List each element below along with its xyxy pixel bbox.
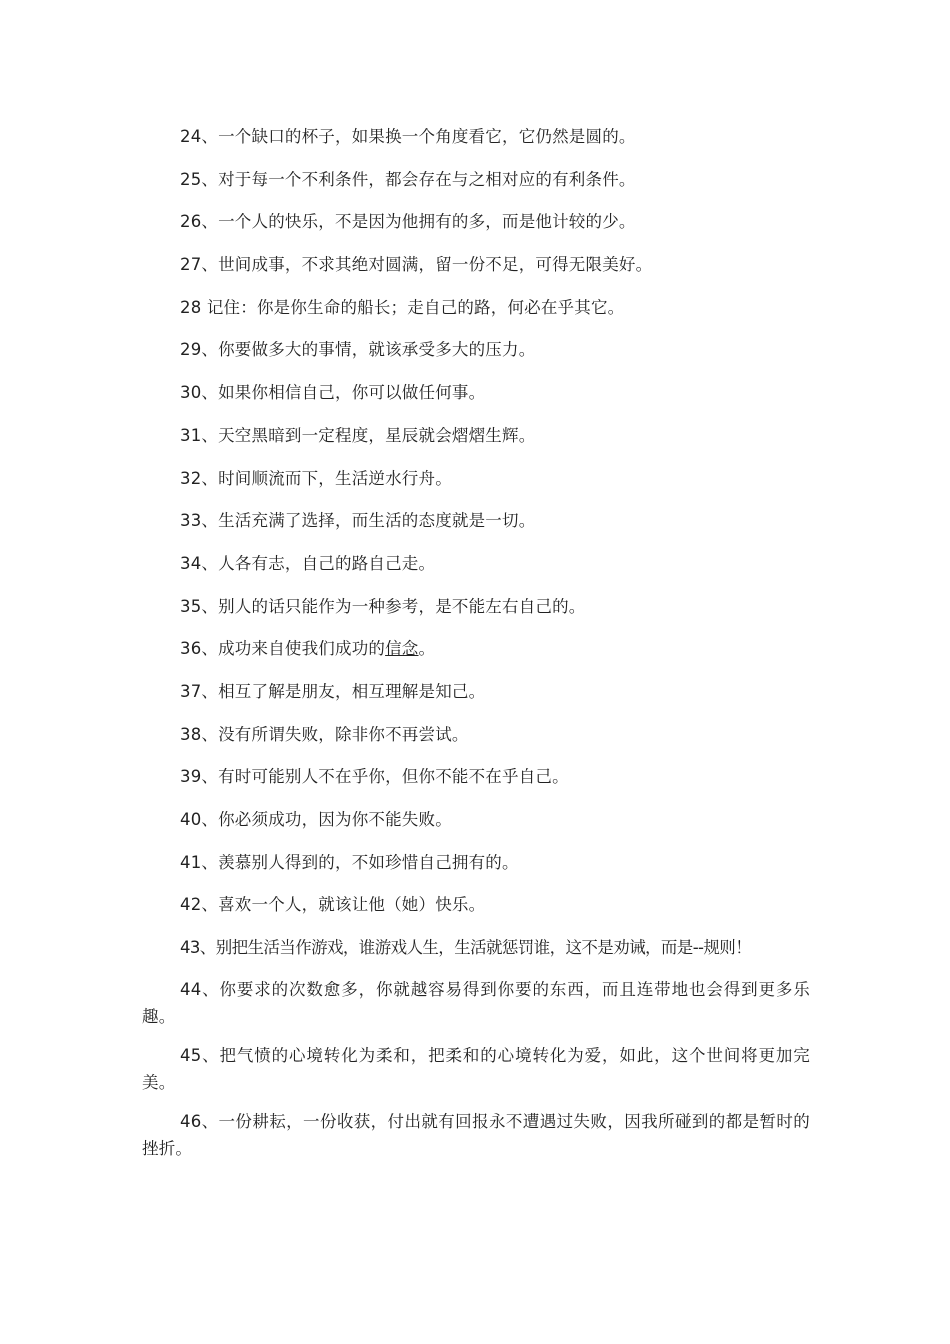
quote-43: 43、别把生活当作游戏，谁游戏人生，生活就惩罚谁，这不是劝诫，而是--规则！ — [180, 938, 752, 958]
quote-25: 25、对于每一个不利条件，都会存在与之相对应的有利条件。 — [180, 169, 636, 189]
quote-39: 39、有时可能别人不在乎你，但你不能不在乎自己。 — [180, 767, 569, 787]
quote-41: 41、羡慕别人得到的，不如珍惜自己拥有的。 — [180, 852, 519, 872]
quote-44: 44、你要求的次数愈多，你就越容易得到你要的东西，而且连带地也会得到更多乐趣。 — [142, 979, 810, 1026]
quote-42: 42、喜欢一个人，就该让他（她）快乐。 — [180, 895, 486, 915]
belief-link[interactable]: 信念 — [385, 639, 419, 659]
quote-34: 34、人各有志，自己的路自己走。 — [180, 553, 436, 573]
quote-30: 30、如果你相信自己，你可以做任何事。 — [180, 383, 486, 403]
quote-45: 45、把气愤的心境转化为柔和，把柔和的心境转化为爱，如此，这个世间将更加完美。 — [142, 1045, 810, 1092]
quote-26: 26、一个人的快乐，不是因为他拥有的多，而是他计较的少。 — [180, 212, 636, 232]
quote-35: 35、别人的话只能作为一种参考，是不能左右自己的。 — [180, 596, 586, 616]
quote-36-end: 。 — [418, 639, 436, 659]
quote-28: 28 记住：你是你生命的船长；走自己的路，何必在乎其它。 — [180, 297, 625, 317]
quote-list — [142, 122, 810, 1174]
quote-31: 31、天空黑暗到一定程度，星辰就会熠熠生辉。 — [180, 425, 536, 445]
quote-33: 33、生活充满了选择，而生活的态度就是一切。 — [180, 511, 536, 531]
quote-40: 40、你必须成功，因为你不能失败。 — [180, 810, 452, 829]
quote-27: 27、世间成事，不求其绝对圆满，留一份不足，可得无限美好。 — [180, 255, 653, 275]
quote-24: 24、一个缺口的杯子，如果换一个角度看它，它仍然是圆的。 — [180, 127, 636, 146]
quote-37: 37、相互了解是朋友，相互理解是知己。 — [180, 681, 486, 701]
quote-36 — [142, 634, 810, 663]
quote-32: 32、时间顺流而下，生活逆水行舟。 — [180, 468, 452, 488]
quote-29: 29、你要做多大的事情，就该承受多大的压力。 — [180, 340, 536, 360]
quote-38: 38、没有所谓失败，除非你不再尝试。 — [180, 724, 469, 744]
quote-36-text: 36、成功来自使我们成功的 — [180, 639, 386, 659]
quote-46: 46、一份耕耘，一份收获，付出就有回报永不遭遇过失败，因我所碰到的都是暂时的挫折。 — [142, 1111, 810, 1158]
